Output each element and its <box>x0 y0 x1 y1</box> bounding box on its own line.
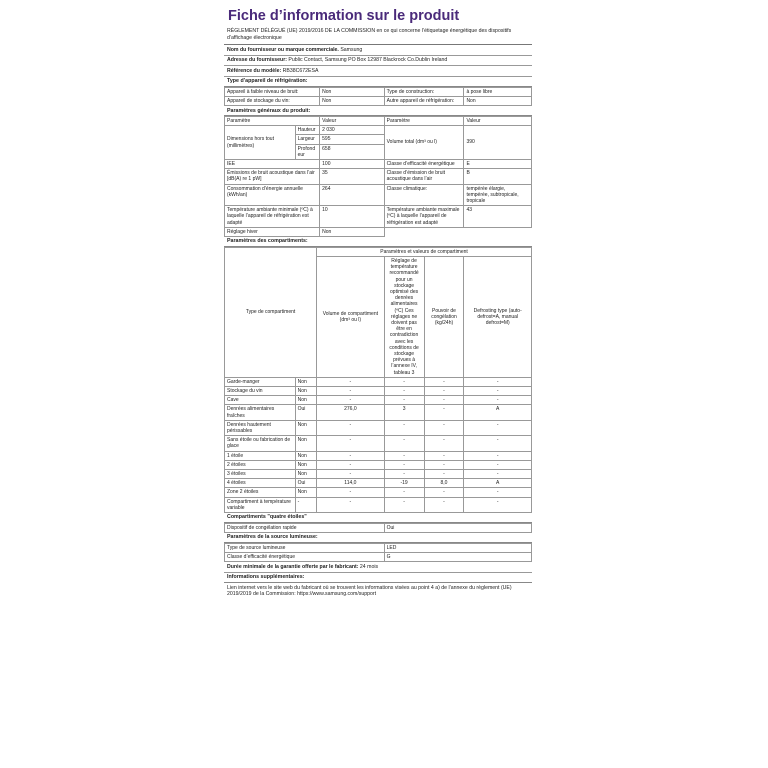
compartment-defrost: A <box>464 405 532 420</box>
param-value: B <box>464 169 532 184</box>
table-row <box>225 206 532 228</box>
address-value: Public Contact, Samsung PO Box 12987 Blackrock Co.Dublin Ireland <box>288 57 448 64</box>
section-light: Paramètres de la source lumineuse: <box>224 533 532 543</box>
compartment-temperature: 3 <box>384 405 424 420</box>
type-table <box>224 87 532 106</box>
dimensions-label: Dimensions hors tout (millimètres) <box>225 126 296 160</box>
model-row <box>224 66 532 77</box>
param-value: 43 <box>464 206 532 228</box>
compartment-volume: - <box>317 497 385 512</box>
info-text: Lien internet vers le site web du fabricant où se trouvent les informations visées au point 4 a) de l’annexe du règlement (UE) 2019/2019 de la Commission: https://www.samsung.com/support <box>227 584 512 598</box>
param-label: Classe climatique: <box>384 184 464 206</box>
compartment-defrost: - <box>464 387 532 396</box>
compartment-defrost: - <box>464 460 532 469</box>
table-row <box>225 227 532 236</box>
type-value: à pose libre <box>464 87 532 96</box>
type-label: Autre appareil de réfrigération: <box>384 96 464 105</box>
compartment-temperature: - <box>384 377 424 386</box>
table-row <box>225 387 532 396</box>
param-label: Classe d’émission de bruit acoustique dans l’air <box>384 169 464 184</box>
compartment-name: Denrées alimentaires fraîches <box>225 405 296 420</box>
table-row <box>225 87 532 96</box>
param-label: Température ambiante maximale (ºC) à laquelle l’appareil de réfrigération est adapté <box>384 206 464 228</box>
table-row <box>225 436 532 451</box>
param-label: Classe d’efficacité énergétique <box>384 159 464 168</box>
depth-label: Profondeur <box>295 144 320 159</box>
compartment-name: Cave <box>225 396 296 405</box>
table-row <box>225 488 532 497</box>
compartment-present: Oui <box>295 479 316 488</box>
table-header-row <box>225 247 532 256</box>
table-row <box>225 451 532 460</box>
compartment-freezing: - <box>424 436 464 451</box>
param-value: E <box>464 159 532 168</box>
volume-value: 390 <box>464 126 532 160</box>
light-label: Type de source lumineuse <box>225 543 385 552</box>
param-label: Consommation d’énergie annuelle (kWh/an) <box>225 184 320 206</box>
compartment-temperature: - <box>384 420 424 435</box>
compartment-freezing: 8,0 <box>424 479 464 488</box>
header-group: Paramètres et valeurs de compartiment <box>317 247 532 256</box>
compartment-present: Non <box>295 377 316 386</box>
compartment-freezing: - <box>424 420 464 435</box>
compartment-temperature: - <box>384 470 424 479</box>
general-table <box>224 116 532 237</box>
compartment-name: Sans étoile ou fabrication de glace <box>225 436 296 451</box>
fast-freeze-value: Oui <box>384 523 531 532</box>
param-label: IEE <box>225 159 320 168</box>
compartment-present: Non <box>295 396 316 405</box>
compartment-volume: - <box>317 451 385 460</box>
header-type: Type de compartiment <box>225 247 317 377</box>
compartment-temperature: - <box>384 396 424 405</box>
section-type: Type d’appareil de réfrigération: <box>224 77 532 87</box>
section-four-star: Compartiments "quatre étoiles" <box>224 513 532 523</box>
compartment-rows <box>225 377 532 512</box>
table-row <box>225 553 532 562</box>
compartment-name: 3 étoiles <box>225 470 296 479</box>
compartment-temperature: -19 <box>384 479 424 488</box>
type-label: Appareil de stockage du vin: <box>225 96 320 105</box>
width-value: 595 <box>320 135 384 144</box>
compartment-temperature: - <box>384 387 424 396</box>
supplier-row <box>224 45 532 56</box>
compartment-defrost: - <box>464 470 532 479</box>
compartment-volume: 276,0 <box>317 405 385 420</box>
header-temperature: Réglage de température recommandé pour un stockage optimisé des denrées alimentaires (ºC) Ces réglages ne doivent pas être en contradiction avec les conditions de stockage prévues à l’annexe IV, tableau 3 <box>384 256 424 377</box>
four-star-table <box>224 523 532 533</box>
compartment-freezing: - <box>424 405 464 420</box>
light-table <box>224 543 532 562</box>
table-row <box>225 377 532 386</box>
compartment-volume: 114,0 <box>317 479 385 488</box>
compartment-name: Denrées hautement périssables <box>225 420 296 435</box>
compartment-name: Zone 2 étoiles <box>225 488 296 497</box>
table-header-row <box>225 116 532 125</box>
page-title: Fiche d’information sur le produit <box>228 8 460 24</box>
param-label: Température ambiante minimale (ºC) à laquelle l’appareil de réfrigération est adapté <box>225 206 320 228</box>
empty-cell <box>384 227 464 236</box>
light-value: G <box>384 553 531 562</box>
table-row <box>225 479 532 488</box>
compartment-defrost: - <box>464 497 532 512</box>
type-value: Non <box>320 96 384 105</box>
compartment-defrost: - <box>464 436 532 451</box>
fast-freeze-label: Dispositif de congélation rapide <box>225 523 385 532</box>
table-row <box>225 184 532 206</box>
compartment-name: Stockage du vin <box>225 387 296 396</box>
header-freezing: Pouvoir de congélation (kg/24h) <box>424 256 464 377</box>
compartment-present: Non <box>295 460 316 469</box>
param-value: 264 <box>320 184 384 206</box>
compartment-present: Non <box>295 470 316 479</box>
compartment-temperature: - <box>384 460 424 469</box>
compartment-present: Non <box>295 436 316 451</box>
compartment-freezing: - <box>424 488 464 497</box>
compartment-defrost: - <box>464 420 532 435</box>
table-row <box>225 126 532 135</box>
compartment-present: Non <box>295 420 316 435</box>
compartment-freezing: - <box>424 387 464 396</box>
compartment-temperature: - <box>384 497 424 512</box>
compartment-table <box>224 247 532 513</box>
empty-cell <box>464 227 532 236</box>
compartment-volume: - <box>317 396 385 405</box>
compartment-volume: - <box>317 488 385 497</box>
compartment-defrost: - <box>464 488 532 497</box>
height-value: 2 030 <box>320 126 384 135</box>
type-value: Non <box>464 96 532 105</box>
compartment-name: 2 étoiles <box>225 460 296 469</box>
compartment-present: Non <box>295 451 316 460</box>
winter-value: Non <box>320 227 384 236</box>
compartment-name: Compartiment à température variable <box>225 497 296 512</box>
table-row <box>225 396 532 405</box>
header-cell: Paramètre <box>225 116 320 125</box>
volume-label: Volume total (dm³ ou l) <box>384 126 464 160</box>
param-value: 100 <box>320 159 384 168</box>
warranty-row <box>224 562 532 573</box>
light-label: Classe d’efficacité énergétique <box>225 553 385 562</box>
compartment-defrost: - <box>464 396 532 405</box>
param-label: Émissions de bruit acoustique dans l’air [dB(A) re 1 pW] <box>225 169 320 184</box>
model-label: Référence du modèle: <box>227 67 282 74</box>
model-value: RB38C672ESA <box>282 67 319 74</box>
section-compartments: Paramètres des compartiments: <box>224 237 532 247</box>
compartment-present: Non <box>295 488 316 497</box>
compartment-temperature: - <box>384 488 424 497</box>
header-cell: Valeur <box>464 116 532 125</box>
compartment-name: 1 étoile <box>225 451 296 460</box>
table-row <box>225 405 532 420</box>
compartment-temperature: - <box>384 436 424 451</box>
compartment-freezing: - <box>424 497 464 512</box>
section-info: Informations supplémentaires: <box>224 573 532 583</box>
supplier-value: Samsung <box>340 46 363 53</box>
compartment-freezing: - <box>424 451 464 460</box>
table-row <box>225 169 532 184</box>
product-info-sheet <box>224 8 532 599</box>
depth-value: 658 <box>320 144 384 159</box>
compartment-defrost: - <box>464 451 532 460</box>
type-label: Appareil à faible niveau de bruit: <box>225 87 320 96</box>
compartment-freezing: - <box>424 460 464 469</box>
supplier-label: Nom du fournisseur ou marque commerciale. <box>227 46 339 53</box>
compartment-volume: - <box>317 377 385 386</box>
compartment-temperature: - <box>384 451 424 460</box>
param-value: tempérée élargie, tempérée, subtropicale, tropicale <box>464 184 532 206</box>
param-value: 35 <box>320 169 384 184</box>
warranty-label: Durée minimale de la garantie offerte par le fabricant: <box>227 563 359 570</box>
compartment-present: Non <box>295 387 316 396</box>
type-label: Type de construction: <box>384 87 464 96</box>
regulation-text: RÈGLEMENT DÉLÉGUÉ (UE) 2019/2016 DE LA COMMISSION en ce qui concerne l’étiquetage énergétique des dispositifs d’affichage électronique <box>227 28 512 41</box>
header-cell: Paramètre <box>384 116 464 125</box>
compartment-freezing: - <box>424 396 464 405</box>
compartment-volume: - <box>317 420 385 435</box>
winter-label: Réglage hiver <box>225 227 320 236</box>
compartment-volume: - <box>317 436 385 451</box>
compartment-defrost: - <box>464 377 532 386</box>
section-general: Paramètres généraux du produit: <box>224 106 532 116</box>
light-value: LED <box>384 543 531 552</box>
width-label: Largeur <box>295 135 320 144</box>
compartment-name: Garde-manger <box>225 377 296 386</box>
compartment-volume: - <box>317 387 385 396</box>
height-label: Hauteur <box>295 126 320 135</box>
compartment-freezing: - <box>424 377 464 386</box>
compartment-name: 4 étoiles <box>225 479 296 488</box>
header-volume: Volume de compartiment (dm³ ou l) <box>317 256 385 377</box>
table-row <box>225 543 532 552</box>
compartment-volume: - <box>317 470 385 479</box>
compartment-volume: - <box>317 460 385 469</box>
header-cell: Valeur <box>320 116 384 125</box>
table-row <box>225 159 532 168</box>
warranty-value: 24 mois <box>359 563 379 570</box>
address-label: Adresse du fournisseur: <box>227 57 287 64</box>
header-defrost: Defrosting type (auto-defrost=A, manual defrost=M) <box>464 256 532 377</box>
compartment-defrost: A <box>464 479 532 488</box>
table-row <box>225 460 532 469</box>
compartment-present: - <box>295 497 316 512</box>
type-value: Non <box>320 87 384 96</box>
table-row <box>225 497 532 512</box>
table-row <box>225 420 532 435</box>
table-row <box>225 523 532 532</box>
compartment-present: Oui <box>295 405 316 420</box>
compartment-freezing: - <box>424 470 464 479</box>
address-row <box>224 56 532 67</box>
table-row <box>225 470 532 479</box>
table-row <box>225 96 532 105</box>
param-value: 10 <box>320 206 384 228</box>
